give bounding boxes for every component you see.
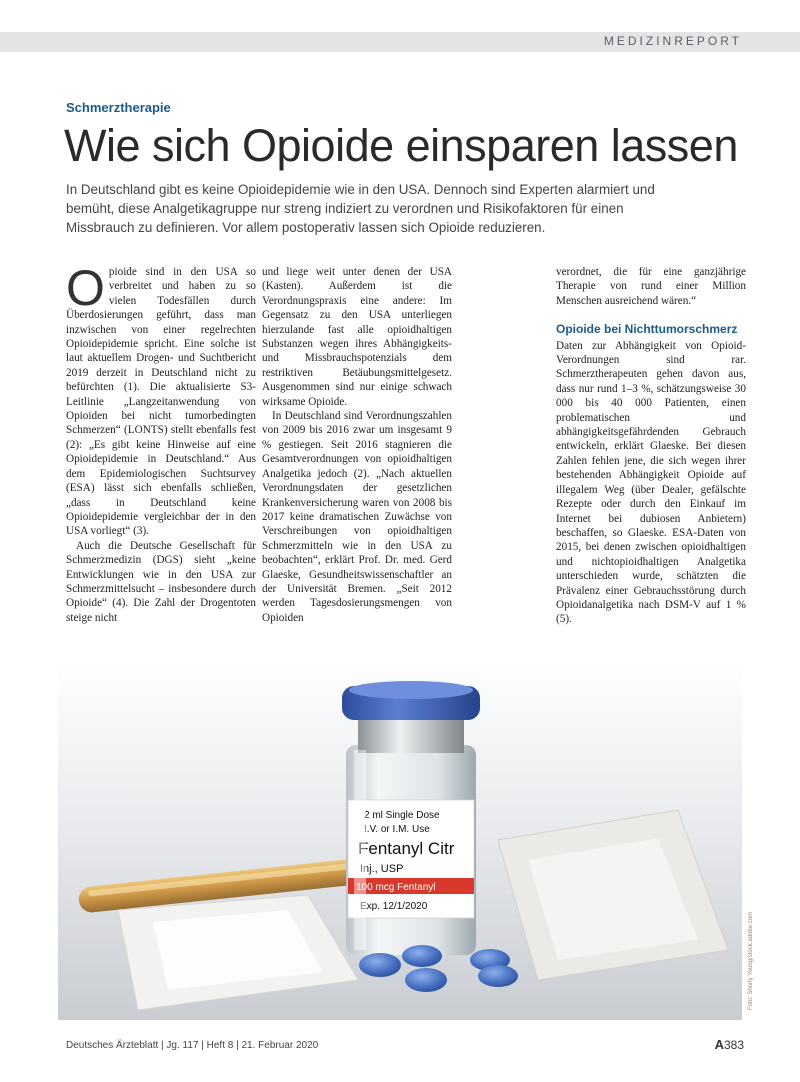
photo-credit: Foto: Shorty Young/stock.adobe.com <box>748 911 754 1010</box>
paragraph: und liege weit unter denen der USA (Kasten). Außerdem ist die Verordnungspraxis eine andere: Im Gegensatz zu den USA unterliegen hierzulande fast alle opioidhaltigen Substanzen wegen ihres Abhängigkeits- und Missbrauchspotenzials dem restriktiven Betäubungsmittelgesetz. Ausgenommen sind nur einige schwach wirksame Opioide. <box>262 266 452 408</box>
vial-label-expiry: Exp. 12/1/2020 <box>360 901 428 912</box>
text-column-3 <box>556 265 746 627</box>
paragraph: Auch die Deutsche Gesellschaft für Schmerzmedizin (DGS) sieht „keine Entwicklungen wie in den USA zur Schmerzmittelsucht – insbesondere durch Opioide“ (4). Die Zahl der Drogentoten steige nicht <box>66 539 256 624</box>
paragraph-text: pioide sind in den USA so verbreitet und haben zu so vielen Todesfällen durch Überdosierungen geführt, dass man inzwischen von einer regelrechten Opioidepidemie spricht. Eine solche ist laut aktuellem Drogen- und Suchtbericht 2019 derzeit in Deutschland nicht zu befürchten (1). Die aktualisierte S3-Leitlinie „Langzeitanwendung von Opioiden bei nicht tumorbedingten Schmerzen“ (LONTS) stellt ebenfalls fest (2): „Es gibt keine Hinweise auf eine Opioidepidemie in Deutschland.“ Aus dem Epidemiologischen Suchtsurvey (ESA) lässt sich ebenfalls schließen, „dass in Deutschland keine Opioidepidemie vergleichbar der in den USA vorliegt“ (3). <box>66 266 256 538</box>
vial-label-drug: Fentanyl Citr <box>358 839 455 858</box>
article-title: Wie sich Opioide einsparen lassen <box>64 120 738 171</box>
article-photo <box>58 660 742 1020</box>
paragraph: In Deutschland sind Verordnungszahlen von 2009 bis 2016 zwar um insgesamt 9 % gestiegen. Seit 2016 stagnieren die Gesamtverordnungen von opioidhaltigen Analgetika jedoch (2). „Nach aktuellen Verordnungsdaten der gesetzlichen Krankenversicherung waren von 2008 bis 2017 keine dramatischen Zuwächse von Verschreibungen von opioidhaltigen Schmerzmitteln wie in den USA zu beobachten“, erklärt Prof. Dr. med. Gerd Glaeske, Gesundheitswissenschaftler an der Universität Bremen. „Seit 2012 werden Tagesdosierungsmengen von Opioiden <box>262 410 452 624</box>
photo-illustration <box>58 660 742 1020</box>
vial-label-inj: Inj., USP <box>360 863 404 875</box>
vial-label-strength: 100 mcg Fentanyl <box>356 882 436 893</box>
vial-label-route: I.V. or I.M. Use <box>364 824 430 835</box>
paragraph <box>66 260 256 539</box>
page-number: 383 <box>723 1038 744 1052</box>
paragraph: Daten zur Abhängigkeit von Opioid-Verordnungen sind rar. Schmerztherapeuten gehen davon aus, dass nur rund 1–3 %, schätzungsweise 30 000 bis 40 000 Patienten, einen problematischen und abhängigkeitsgefährdenden Gebrauch entwickeln, erklärt Glaeske. Bei diesen Zahlen fehlen jene, die sich wegen ihrer bestehenden Abhängigkeit Opioide auf illegalem Weg (über Dealer, gefälschte Rezepte oder durch den Einkauf im Internet bei dubiosen Anbietern) beschaffen, so Glaeske. ESA-Daten von 2015, bei denen zwischen opioidhaltigen und nichtopioidhaltigen Analgetika unterschieden wurde, schätzten die Prävalenz einer Gebrauchsstörung durch Opioidanalgetika nach DSM-V auf 1 % (5). <box>556 339 746 626</box>
vial <box>342 681 480 955</box>
vial-label-dose-type: 2 ml Single Dose <box>364 810 440 821</box>
article-kicker: Schmerztherapie <box>66 100 171 115</box>
text-column-1 <box>66 260 256 625</box>
footer-journal: Deutsches Ärzteblatt | Jg. 117 | Heft 8 | 21. Februar 2020 <box>66 1040 319 1051</box>
text-column-2 <box>262 265 452 625</box>
article-lead: In Deutschland gibt es keine Opioidepidemie wie in den USA. Dennoch sind Experten alarmiert und bemüht, diese Analgetikagruppe nur streng indiziert zu verordnen und Risikofaktoren für einen Missbrauch zu definieren. Vor allem postoperativ lassen sich Opioide reduzieren. <box>66 182 655 235</box>
subheading: Opioide bei Nichttumorschmerz <box>556 322 738 337</box>
paragraph: verordnet, die für eine ganzjährige Therapie von rund einer Million Menschen ausreichend wären.“ <box>556 266 746 307</box>
section-label: MEDIZINREPORT <box>603 34 742 48</box>
dropcap: O <box>66 260 105 316</box>
footer-page <box>715 1037 744 1052</box>
page-prefix: A <box>714 1037 724 1052</box>
